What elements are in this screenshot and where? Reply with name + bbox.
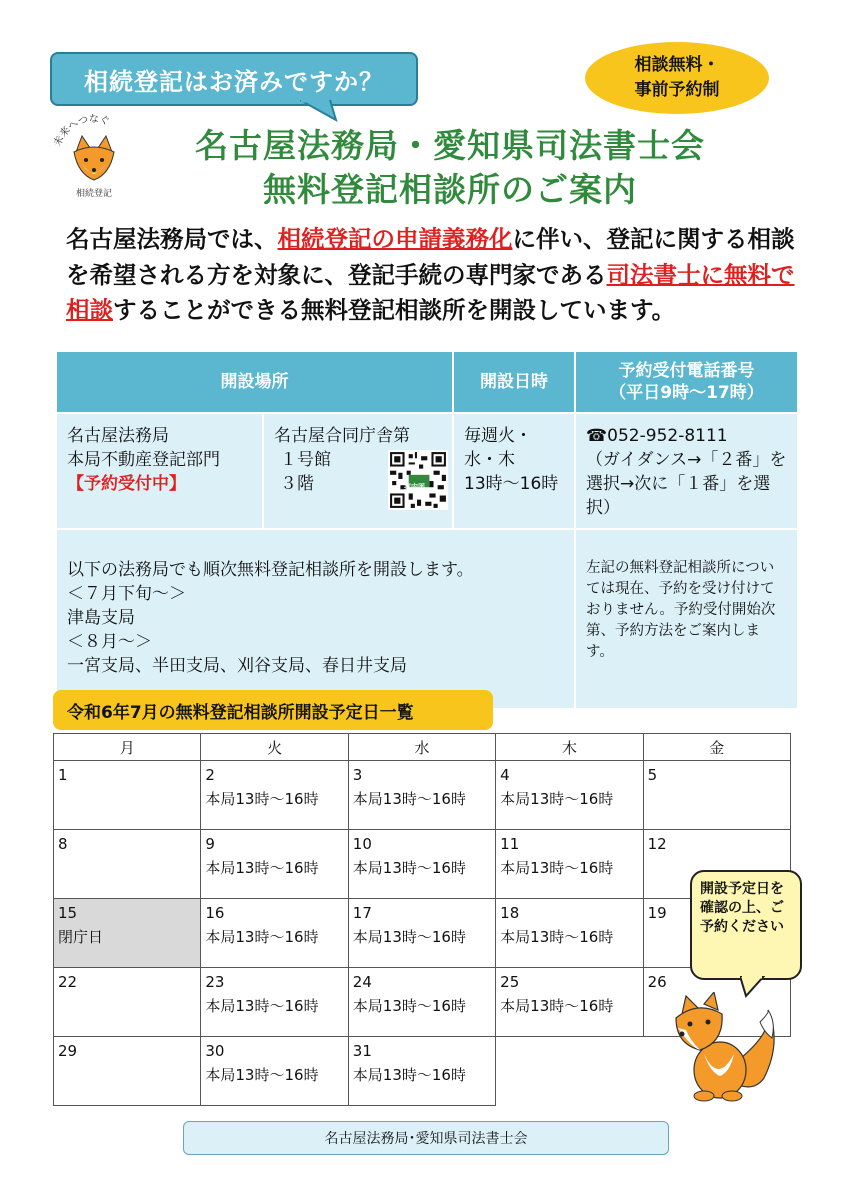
reservation-note-cell	[575, 529, 798, 709]
schedule-days-1: 毎週火・	[464, 426, 532, 446]
building-name: 名古屋合同庁舎第	[274, 426, 410, 446]
badge-line-1: 相談無料・	[634, 55, 720, 75]
calendar-session-label: 本局13時～16時	[352, 790, 466, 808]
calendar-day-cell	[496, 968, 643, 1037]
calendar-heading-text: 令和6年7月の無料登記相談所開設予定日一覧	[67, 702, 414, 723]
calendar-day-number: 17	[352, 904, 372, 922]
calendar-day-cell	[496, 830, 643, 899]
free-consultation-badge	[585, 42, 769, 114]
intro-highlight-free-consult: 司法書士に無料で相談	[66, 260, 795, 324]
calendar-day-cell	[54, 899, 201, 968]
intro-highlight-mandatory: 相続登記の申請義務化	[277, 225, 513, 253]
calendar-week-row	[54, 830, 791, 899]
calendar-day-number: 2	[205, 766, 215, 784]
calendar-day-number: 30	[205, 1042, 225, 1060]
upcoming-intro: 以下の法務局でも順次無料登記相談所を開設します。	[67, 560, 474, 580]
calendar-day-number: 31	[352, 1042, 372, 1060]
calendar-session-label: 本局13時～16時	[500, 859, 614, 877]
calendar-day-cell	[201, 1037, 348, 1106]
schedule-cell	[453, 413, 575, 529]
office-department: 本局不動産登記部門	[67, 450, 220, 470]
office-cell	[56, 413, 263, 529]
calendar-session-label: 本局13時～16時	[352, 859, 466, 877]
calendar-day-cell	[201, 761, 348, 830]
calendar-day-cell	[643, 761, 790, 830]
calendar-day-cell	[348, 899, 495, 968]
calendar-day-number: 19	[647, 904, 667, 922]
reservation-note: 左記の無料登記相談所については現在、予約を受け付けておりません。予約受付開始次第、予約方法をご案内します。	[586, 560, 776, 660]
calendar-session-label: 本局13時～16時	[500, 928, 614, 946]
building-cell	[263, 413, 453, 529]
calendar-day-number: 9	[205, 835, 215, 853]
upcoming-branches-2: 一宮支局、半田支局、刈谷支局、春日井支局	[67, 656, 407, 676]
calendar-day-cell	[201, 968, 348, 1037]
calendar-day-number: 12	[647, 835, 667, 853]
logo-text-bottom: 相続登記	[75, 189, 113, 199]
calendar-day-cell	[496, 761, 643, 830]
calendar-day-cell	[54, 761, 201, 830]
calendar-session-label: 本局13時～16時	[500, 997, 614, 1015]
consultation-info-table	[55, 350, 799, 710]
qr-map-label: 案内図	[404, 483, 425, 491]
calendar-weekday-row	[54, 734, 791, 761]
calendar-heading	[53, 690, 493, 730]
calendar-day-cell	[348, 761, 495, 830]
office-name: 名古屋法務局	[67, 426, 169, 446]
map-qr-code[interactable]	[388, 450, 448, 510]
calendar-day-number: 5	[647, 766, 658, 784]
bubble-tail	[300, 100, 340, 122]
calendar-day-number: 3	[352, 766, 363, 784]
calendar-week-row	[54, 761, 791, 830]
calendar-session-label: 本局13時～16時	[352, 928, 466, 946]
upcoming-period-2: ＜８月～＞	[67, 632, 152, 652]
headline-bubble	[50, 52, 418, 106]
calendar-day-number: 29	[58, 1042, 78, 1060]
calendar-day-number: 22	[58, 973, 78, 991]
calendar-session-label: 本局13時～16時	[352, 997, 466, 1015]
intro-text-3: することができる無料登記相談所を開設しています。	[113, 296, 676, 324]
weekday-tue: 火	[201, 734, 348, 761]
title-line-1: 名古屋法務局・愛知県司法書士会	[195, 126, 705, 165]
reminder-callout	[690, 870, 802, 980]
calendar-session-label: 本局13時～16時	[205, 928, 319, 946]
calendar-day-cell	[54, 968, 201, 1037]
intro-text-2: に伴い、登記に関する相談を希望される方を対象に、登記手続の専門家である	[66, 225, 795, 289]
calendar-session-label: 本局13時～16時	[500, 790, 614, 808]
weekday-thu: 木	[496, 734, 643, 761]
calendar-day-number: 25	[500, 973, 520, 991]
calendar-session-label: 本局13時～16時	[352, 1066, 466, 1084]
calendar-session-label: 本局13時～16時	[205, 790, 319, 808]
calendar-day-cell	[54, 830, 201, 899]
calendar-week-row	[54, 899, 791, 968]
header-datetime: 開設日時	[453, 351, 575, 413]
calendar-day-number: 16	[205, 904, 225, 922]
header-location: 開設場所	[56, 351, 453, 413]
header-phone-title: 予約受付電話番号	[618, 361, 755, 381]
calendar-day-number: 26	[647, 973, 667, 991]
calendar-day-number: 4	[500, 766, 510, 784]
phone-number[interactable]: ☎052-952-8111	[586, 426, 728, 446]
calendar-day-cell	[496, 899, 643, 968]
weekday-mon: 月	[54, 734, 201, 761]
calendar-day-number: 1	[58, 766, 68, 784]
fox-mascot-icon	[664, 992, 784, 1104]
upcoming-branches-1: 津島支局	[67, 608, 135, 628]
calendar-day-cell	[348, 968, 495, 1037]
badge-line-2: 事前予約制	[634, 80, 720, 100]
intro-paragraph	[66, 222, 796, 329]
footer-text: 名古屋法務局･愛知県司法書士会	[324, 1131, 528, 1147]
weekday-fri: 金	[643, 734, 790, 761]
upcoming-period-1: ＜７月下旬～＞	[67, 584, 186, 604]
building-number: １号館	[280, 450, 331, 470]
calendar-day-number: 24	[352, 973, 372, 991]
calendar-day-cell	[348, 1037, 495, 1106]
header-phone-hours: （平日9時～17時）	[609, 383, 764, 403]
calendar-session-label: 本局13時～16時	[205, 1066, 319, 1084]
calendar-day-number: 15	[58, 904, 78, 922]
header-phone	[575, 351, 798, 413]
calendar-closed-label: 閉庁日	[58, 928, 104, 946]
calendar-day-number: 8	[58, 835, 68, 853]
footer-banner	[183, 1121, 669, 1155]
logo-text-top: 未来へつなぐ	[52, 113, 111, 149]
schedule-days-2: 水・木	[464, 450, 515, 470]
calendar-day-number: 10	[352, 835, 372, 853]
reservation-status: 【予約受付中】	[67, 474, 186, 494]
calendar-day-number: 23	[205, 973, 225, 991]
calendar-day-cell	[201, 830, 348, 899]
calendar-session-label: 本局13時～16時	[205, 997, 319, 1015]
calendar-day-cell	[348, 830, 495, 899]
calendar-day-number: 18	[500, 904, 520, 922]
schedule-hours: 13時～16時	[464, 474, 559, 494]
calendar-session-label: 本局13時～16時	[205, 859, 319, 877]
phone-cell	[575, 413, 798, 529]
fox-face-icon	[74, 136, 114, 180]
weekday-wed: 水	[348, 734, 495, 761]
building-floor: ３階	[280, 474, 314, 494]
phone-guidance: （ガイダンス→「２番」を選択→次に「１番」を選択）	[586, 450, 787, 518]
calendar-day-number: 11	[500, 835, 520, 853]
upcoming-branches-cell	[56, 529, 575, 709]
calendar-day-cell	[54, 1037, 201, 1106]
intro-text-1: 名古屋法務局では、	[66, 225, 278, 253]
calendar-empty-cell	[496, 1037, 643, 1106]
calendar-day-cell	[201, 899, 348, 968]
reminder-text: 開設予定日を確認の上、ご予約ください	[700, 881, 784, 935]
title-line-2: 無料登記相談所のご案内	[263, 170, 637, 209]
headline-text: 相続登記はお済みですか？	[84, 67, 384, 96]
